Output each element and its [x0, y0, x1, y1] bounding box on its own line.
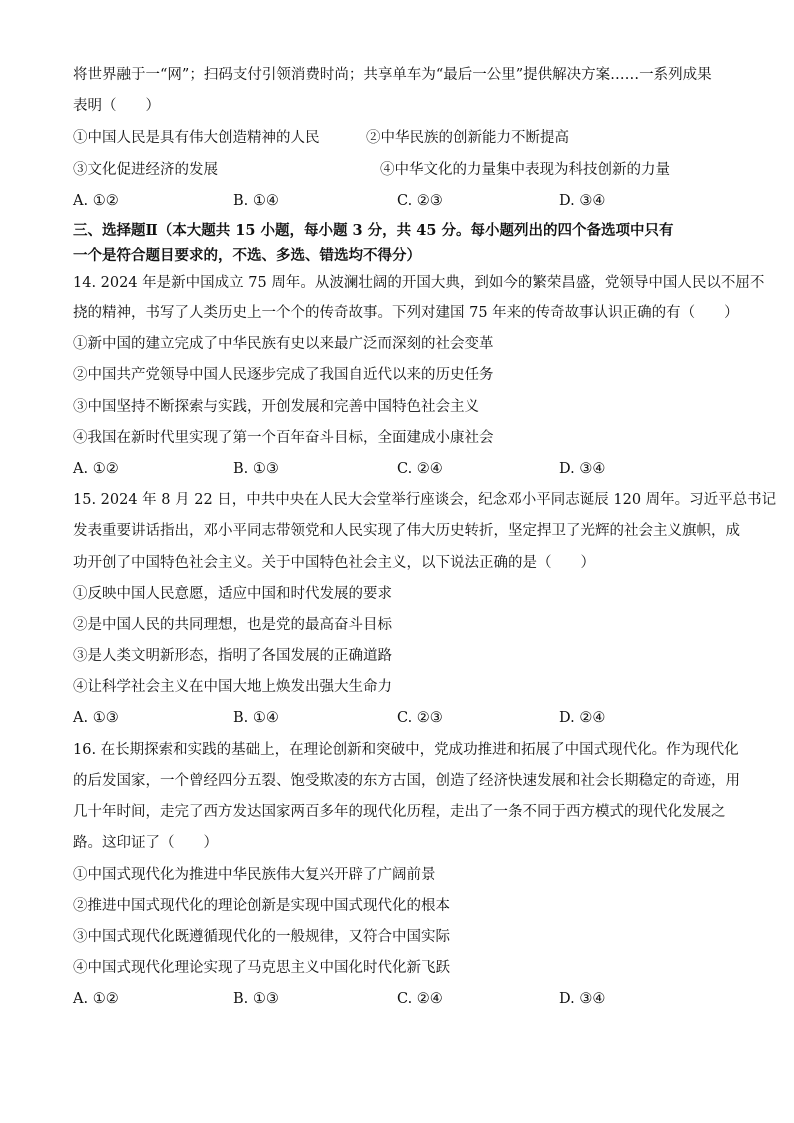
statement-1: ①中国人民是具有伟大创造精神的人民	[73, 130, 320, 146]
question-16-statement-4: ④中国式现代化理论实现了马克思主义中国化时代化新飞跃	[73, 960, 450, 976]
option-c[interactable]: C. ②③	[397, 710, 443, 726]
question-14-stem-line-2: 挠的精神，书写了人类历史上一个个的传奇故事。下列对建国 75 年来的传奇故事认识正确的有（ ）	[73, 305, 739, 321]
option-a[interactable]: A. ①②	[73, 991, 119, 1007]
option-d[interactable]: D. ③④	[559, 461, 606, 477]
question-14-statement-2: ②中国共产党领导中国人民逐步完成了我国自近代以来的历史任务	[73, 367, 494, 383]
question-15-stem-line-1: 15. 2024 年 8 月 22 日，中共中央在人民大会堂举行座谈会，纪念邓小平同志诞辰 120 周年。习近平总书记	[73, 492, 777, 508]
option-d[interactable]: D. ②④	[559, 710, 606, 726]
question-13-statement-row-2	[0, 160, 794, 180]
option-d[interactable]: D. ③④	[559, 193, 606, 209]
question-14-statement-1: ①新中国的建立完成了中华民族有史以来最广泛而深刻的社会变革	[73, 336, 494, 352]
question-14-statement-3: ③中国坚持不断探索与实践，开创发展和完善中国特色社会主义	[73, 399, 479, 415]
question-15-statement-2: ②是中国人民的共同理想，也是党的最高奋斗目标	[73, 617, 392, 633]
section-heading-line-2: 一个是符合题目要求的，不选、多选、错选均不得分）	[73, 247, 421, 264]
option-c[interactable]: C. ②④	[397, 461, 443, 477]
question-13-statement-row-1	[0, 128, 794, 148]
question-15-stem-line-2: 发表重要讲话指出，邓小平同志带领党和人民实现了伟大历史转折，坚定捍卫了光辉的社会主义旗帜，成	[73, 523, 740, 539]
option-b[interactable]: B. ①③	[233, 461, 279, 477]
question-14-options	[0, 459, 794, 479]
statement-3: ③文化促进经济的发展	[73, 162, 218, 178]
option-c[interactable]: C. ②④	[397, 991, 443, 1007]
option-d[interactable]: D. ③④	[559, 991, 606, 1007]
question-16-stem-line-2: 的后发国家，一个曾经四分五裂、饱受欺凌的东方古国，创造了经济快速发展和社会长期稳定的奇迹，用	[73, 773, 740, 789]
statement-4: ④中华文化的力量集中表现为科技创新的力量	[380, 162, 670, 178]
question-16-statement-1: ①中国式现代化为推进中华民族伟大复兴开辟了广阔前景	[73, 867, 436, 883]
option-b[interactable]: B. ①④	[233, 710, 279, 726]
statement-2: ②中华民族的创新能力不断提高	[366, 130, 569, 146]
question-15-options	[0, 708, 794, 728]
question-15-statement-1: ①反映中国人民意愿，适应中国和时代发展的要求	[73, 586, 392, 602]
question-16-statement-2: ②推进中国式现代化的理论创新是实现中国式现代化的根本	[73, 898, 450, 914]
question-16-stem-line-1: 16. 在长期探索和实践的基础上，在理论创新和突破中，党成功推进和拓展了中国式现代化。作为现代化	[73, 742, 739, 758]
question-13-stem-line-2: 表明（ ）	[73, 98, 160, 114]
question-16-statement-3: ③中国式现代化既遵循现代化的一般规律，又符合中国实际	[73, 929, 450, 945]
question-15-statement-4: ④让科学社会主义在中国大地上焕发出强大生命力	[73, 679, 392, 695]
question-16-stem-line-3: 几十年时间，走完了西方发达国家两百多年的现代化历程，走出了一条不同于西方模式的现代化发展之	[73, 804, 726, 820]
question-14-statement-4: ④我国在新时代里实现了第一个百年奋斗目标，全面建成小康社会	[73, 430, 494, 446]
option-c[interactable]: C. ②③	[397, 193, 443, 209]
option-a[interactable]: A. ①③	[73, 710, 119, 726]
option-b[interactable]: B. ①③	[233, 991, 279, 1007]
option-b[interactable]: B. ①④	[233, 193, 279, 209]
question-16-stem-line-4: 路。这印证了（ ）	[73, 835, 218, 851]
section-heading-line-1: 三、选择题Ⅱ（本大题共 15 小题，每小题 3 分，共 45 分。每小题列出的四个备选项中只有	[73, 222, 674, 239]
question-15-stem-line-3: 功开创了中国特色社会主义。关于中国特色社会主义，以下说法正确的是（ ）	[73, 555, 595, 571]
question-14-stem-line-1: 14. 2024 年是新中国成立 75 周年。从波澜壮阔的开国大典，到如今的繁荣昌盛，党领导中国人民以不屈不	[73, 275, 765, 291]
option-a[interactable]: A. ①②	[73, 461, 119, 477]
option-a[interactable]: A. ①②	[73, 193, 119, 209]
question-16-options	[0, 989, 794, 1009]
question-13-options	[0, 191, 794, 211]
question-15-statement-3: ③是人类文明新形态，指明了各国发展的正确道路	[73, 648, 392, 664]
question-13-stem-line-1: 将世界融于一“网”；扫码支付引领消费时尚；共享单车为“最后一公里”提供解决方案……一系列成果	[73, 67, 712, 83]
